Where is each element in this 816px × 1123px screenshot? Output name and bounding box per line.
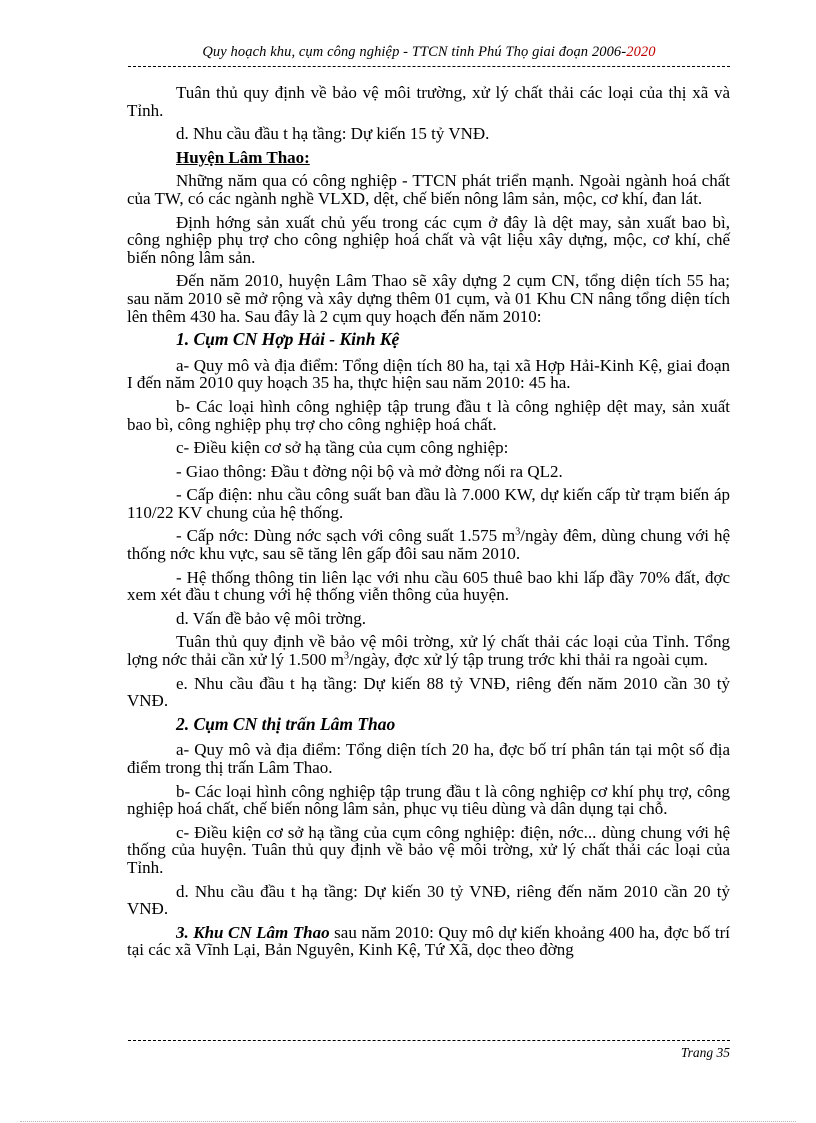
paragraph: e. Nhu cầu đầu t hạ tầng: Dự kiến 88 tỷ VNĐ, riêng đến năm 2010 cần 30 tỷ VNĐ. xyxy=(127,673,730,711)
cluster-heading-2: 2. Cụm CN thị trấn Lâm Thao xyxy=(176,713,396,734)
paragraph-water-supply xyxy=(127,527,730,562)
paragraph: d. Nhu cầu đầu t hạ tầng: Dự kiến 30 tỷ VNĐ, riêng đến năm 2010 cần 20 tỷ VNĐ. xyxy=(127,881,730,919)
district-heading: Huyện Lâm Thao: xyxy=(176,147,310,167)
page-number: Trang 35 xyxy=(680,1045,730,1060)
paragraph: - Hệ thống thông tin liên lạc với nhu cầu 605 thuê bao khi lấp đầy 70% đất, đợc xem xét đầu t chung với hệ thống viễn thông của huyện. xyxy=(127,567,730,605)
paragraph: Đến năm 2010, huyện Lâm Thao sẽ xây dựng 2 cụm CN, tổng diện tích 55 ha; sau năm 2010 sẽ mở rộng và xây dựng thêm 01 cụm, và 01 Khu CN nâng tổng diện tích lên thêm 430 ha. Sau đây là 2 cụm quy hoạch đến năm 2010: xyxy=(127,271,730,326)
paragraph: a- Quy mô và địa điểm: Tổng diện tích 80 ha, tại xã Hợp Hải-Kinh Kệ, giai đoạn I đến năm 2010 quy hoạch 35 ha, thực hiện sau năm 2010: 45 ha. xyxy=(127,355,730,393)
superscript: 3 xyxy=(344,650,349,662)
superscript: 3 xyxy=(515,526,521,538)
paragraph: a- Quy mô và địa điểm: Tổng diện tích 20 ha, đợc bố trí phân tán tại một số địa điểm trong thị trấn Lâm Thao. xyxy=(127,740,730,777)
paragraph: b- Các loại hình công nghiệp tập trung đầu t là công nghiệp cơ khí phụ trợ, công nghiệp hoá chất, chế biến nông lâm sản, phục vụ tiêu dùng và dân dụng tại chỗ. xyxy=(127,781,730,819)
paragraph: d. Nhu cầu đầu t hạ tầng: Dự kiến 15 tỷ VNĐ. xyxy=(176,124,490,144)
paragraph-wastewater xyxy=(127,633,730,668)
zone-heading-3: 3. Khu CN Lâm Thao xyxy=(176,922,330,942)
header-title: Quy hoạch khu, cụm công nghiệp - TTCN tỉnh Phú Thọ giai đoạn 2006- xyxy=(202,44,627,60)
cluster-heading-1: 1. Cụm CN Hợp Hải - Kinh Kệ xyxy=(176,329,400,350)
paragraph: c- Điều kiện cơ sở hạ tầng của cụm công nghiệp: điện, nớc... dùng chung với hệ thống của huyện. Tuân thủ quy định về bảo vệ môi trờng, xử lý chất thải các loại của Tỉnh. xyxy=(127,822,730,877)
paragraph: b- Các loại hình công nghiệp tập trung đầu t là công nghiệp dệt may, sản xuất bao bì, công nghiệp phụ trợ cho công nghiệp hoá chất. xyxy=(127,396,730,434)
bottom-divider xyxy=(20,1121,796,1122)
paragraph: Định hớng sản xuất chủ yếu trong các cụm ở đây là dệt may, sản xuất bao bì, công nghiệp phụ trợ cho công nghiệp hoá chất và vật liệu xây dựng, mộc, cơ khí, chế biến nông lâm sản. xyxy=(127,212,730,267)
paragraph-industrial-zone xyxy=(127,924,730,959)
text-part: Tuân thủ quy định về bảo vệ môi trờng, xử lý chất thải các loại của Tỉnh. Tổng lợng nớc thải cần xử lý 1.500 m xyxy=(127,632,730,670)
running-header xyxy=(128,44,730,67)
text-part: /ngày đêm, dùng chung với hệ thống nớc khu vực, sau sẽ tăng lên gấp đôi sau năm 2010. xyxy=(127,526,730,564)
page-footer xyxy=(128,1040,730,1061)
paragraph: - Cấp điện: nhu cầu công suất ban đầu là 7.000 KW, dự kiến cấp từ trạm biến áp 110/22 KV chung của hệ thống. xyxy=(127,485,730,522)
paragraph: Tuân thủ quy định về bảo vệ môi trường, xử lý chất thải các loại của thị xã và Tỉnh. xyxy=(127,83,730,120)
paragraph: d. Vấn đề bảo vệ môi trờng. xyxy=(176,608,366,628)
text-part: sau năm 2010: Quy mô dự kiến khoảng 400 ha, đợc bố trí tại các xã Vĩnh Lại, Bản Nguyên, Kinh Kệ, Tứ Xã, dọc theo đờng xyxy=(127,922,730,960)
paragraph: Những năm qua có công nghiệp - TTCN phát triển mạnh. Ngoài ngành hoá chất của TW, có các ngành nghề VLXD, dệt, chế biến nông lâm sản, mộc, cơ khí, đan lát. xyxy=(127,171,730,208)
page-body xyxy=(127,84,730,965)
text-part: /ngày, đợc xử lý tập trung trớc khi thải ra ngoài cụm. xyxy=(349,650,708,670)
paragraph: c- Điều kiện cơ sở hạ tầng của cụm công nghiệp: xyxy=(176,438,509,458)
header-year: 2020 xyxy=(626,44,656,60)
text-part: - Cấp nớc: Dùng nớc sạch với công suất 1.575 m xyxy=(176,526,516,546)
paragraph: - Giao thông: Đầu t đờng nội bộ và mở đờng nối ra QL2. xyxy=(176,461,563,481)
